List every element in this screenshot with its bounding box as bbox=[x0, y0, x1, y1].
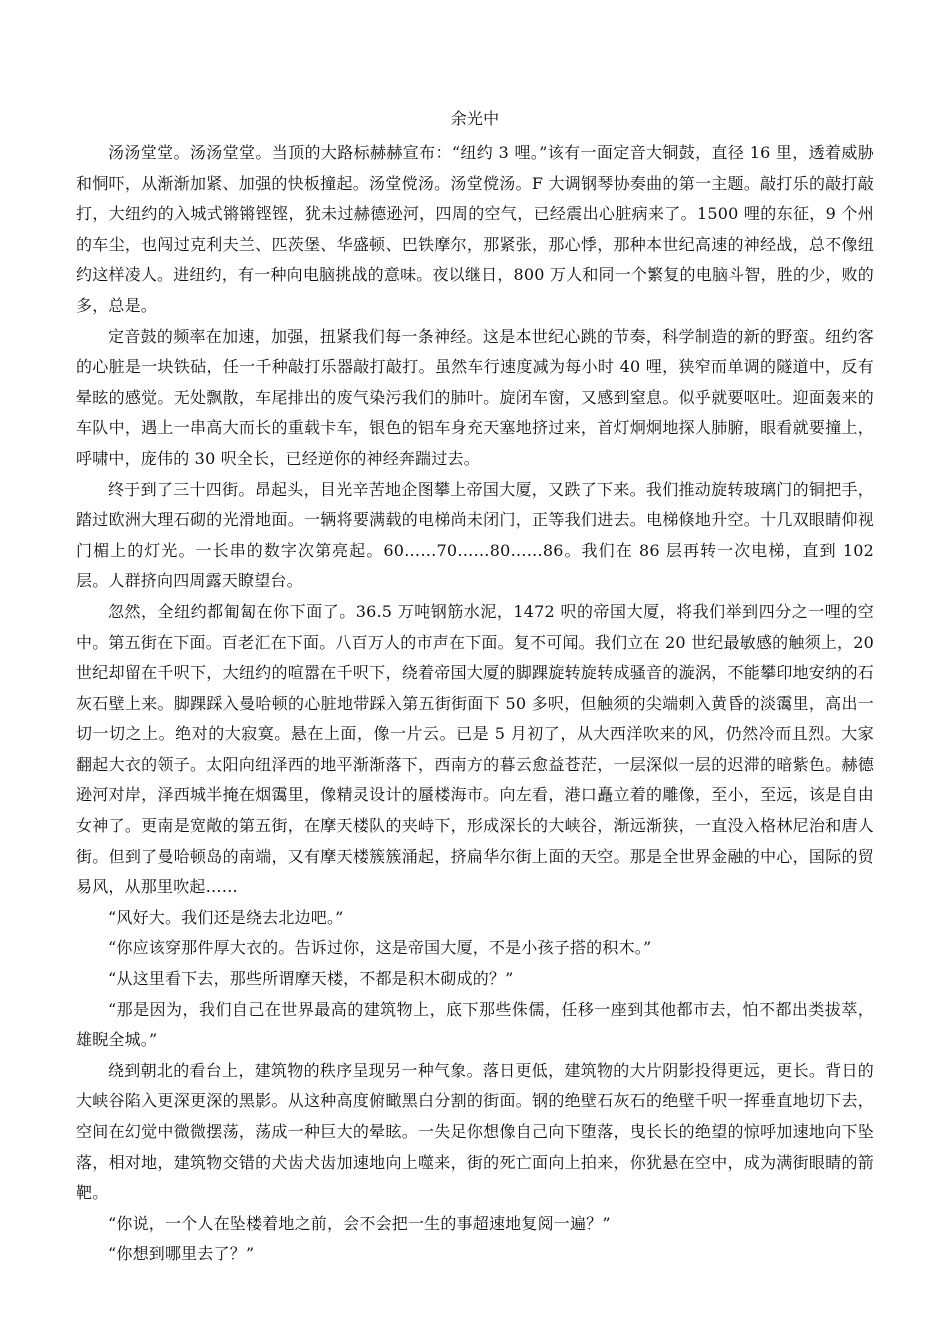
author-name: 余光中 bbox=[450, 109, 500, 128]
paragraph-4: 忽然，全纽约都匍匐在你下面了。36.5 万吨钢筋水泥，1472 呎的帝国大厦，将我们举到四分之一哩的空中。第五街在下面。百老汇在下面。八百万人的市声在下面。复不可闻。我们立在 20 世纪最敏感的触须上，20 世纪却留在千呎下，大纽约的喧嚣在千呎下，绕着帝国大厦的脚踝旋转旋转成骚音的漩涡，不能攀印地安纳的石灰石壁上来。脚踝踩入曼哈顿的心脏地带踩入第五街街面下 50 多呎，但触须的尖端刺入黄昏的淡霭里，高出一切一切之上。绝对的大寂寞。悬在上面，像一片云。已是 5 月初了，从大西洋吹来的风，仍然冷而且烈。大家翻起大衣的领子。太阳向纽泽西的地平渐渐落下，西南方的暮云愈益苍茫，一层深似一层的迟滞的暗紫色。赫德逊河对岸，泽西城半掩在烟霭里，像精灵设计的蜃楼海市。向左看，港口矗立着的雕像，至小，至远，该是自由女神了。更南是宽敞的第五街，在摩天楼队的夹峙下，形成深长的大峡谷，渐远渐狭，一直没入格林尼治和唐人街。但到了曼哈顿岛的南端，又有摩天楼簇簇涌起，挤扁华尔街上面的天空。那是全世界金融的中心，国际的贸易风，从那里吹起…… bbox=[76, 601, 874, 897]
dialogue-1: “风好大。我们还是绕去北边吧。” bbox=[108, 907, 344, 927]
paragraph-5: 绕到朝北的看台上，建筑物的秩序呈现另一种气象。落日更低，建筑物的大片阴影投得更远，更长。背日的大峡谷陷入更深更深的黑影。从这种高度俯瞰黑白分割的街面。钢的绝壁石灰石的绝壁千呎一挥垂直地切下去，空间在幻觉中微微摆荡，荡成一种巨大的晕眩。一失足你想像自己向下堕落，曳长长的绝望的惊呼加速地向下坠落，相对地，建筑物交错的犬齿犬齿加速地向上噬来，街的死亡面向上拍来，你犹悬在空中，成为满街眼睛的箭靶。 bbox=[76, 1060, 874, 1203]
paragraph-2: 定音鼓的频率在加速，加强，扭紧我们每一条神经。这是本世纪心跳的节奏，科学制造的新的野蛮。纽约客的心脏是一块铁砧，任一千种敲打乐器敲打敲打。虽然车行速度减为每小时 40 哩，狭窄而单调的隧道中，反有晕眩的感觉。无处飘散，车尾排出的废气染污我们的肺叶。旋闭车窗，又感到窒息。似乎就要呕吐。迎面轰来的车队中，遇上一串高大而长的重载卡车，银色的铝车身充天塞地挤过来，首灯炯炯地探人肺腑，眼看就要撞上，呼啸中，庞伟的 30 呎全长，已经逆你的神经奔踹过去。 bbox=[76, 326, 874, 468]
paragraph-1: 汤汤堂堂。汤汤堂堂。当顶的大路标赫赫宣布：“纽约 3 哩。”该有一面定音大铜鼓，直径 16 里，透着威胁和恫吓，从渐渐加紧、加强的快板撞起。汤堂傥汤。汤堂傥汤。F 大调钢琴协奏曲的第一主题。敲打乐的敲打敲打，大纽约的入城式锵锵铿铿，犹未过赫德逊河，四周的空气，已经震出心脏病来了。1500 哩的东征，9 个州的车尘，也闯过克利夫兰、匹茨堡、华盛顿、巴铁摩尔，那紧张，那心悸，那种本世纪高速的神经战，总不像纽约这样凌人。进纽约，有一种向电脑挑战的意味。夜以继日，800 万人和同一个繁复的电脑斗智，胜的少，败的多，总是。 bbox=[76, 143, 874, 315]
paragraph-3: 终于到了三十四街。昂起头，目光辛苦地企图攀上帝国大厦，又跌了下来。我们推动旋转玻璃门的铜把手，踏过欧洲大理石砌的光滑地面。一辆将要满载的电梯尚未闭门，正等我们进去。电梯倏地升空。十几双眼睛仰视门楣上的灯光。一长串的数字次第亮起。60……70……80……86。我们在 86 层再转一次电梯，直到 102 层。人群挤向四周露天瞭望台。 bbox=[76, 479, 874, 591]
dialogue-2: “你应该穿那件厚大衣的。告诉过你，这是帝国大厦，不是小孩子搭的积木。” bbox=[108, 938, 652, 958]
dialogue-4: “那是因为，我们自己在世界最高的建筑物上，底下那些侏儒，任移一座到其他都市去，怕不都出类拔萃，雄睨全城。” bbox=[76, 999, 874, 1050]
document-page bbox=[76, 108, 874, 1270]
dialogue-6: “你想到哪里去了？” bbox=[108, 1244, 255, 1264]
dialogue-3: “从这里看下去，那些所谓摩天楼，不都是积木砌成的？” bbox=[108, 969, 514, 989]
dialogue-5: “你说，一个人在坠楼着地之前，会不会把一生的事超速地复阅一遍？” bbox=[108, 1213, 611, 1233]
